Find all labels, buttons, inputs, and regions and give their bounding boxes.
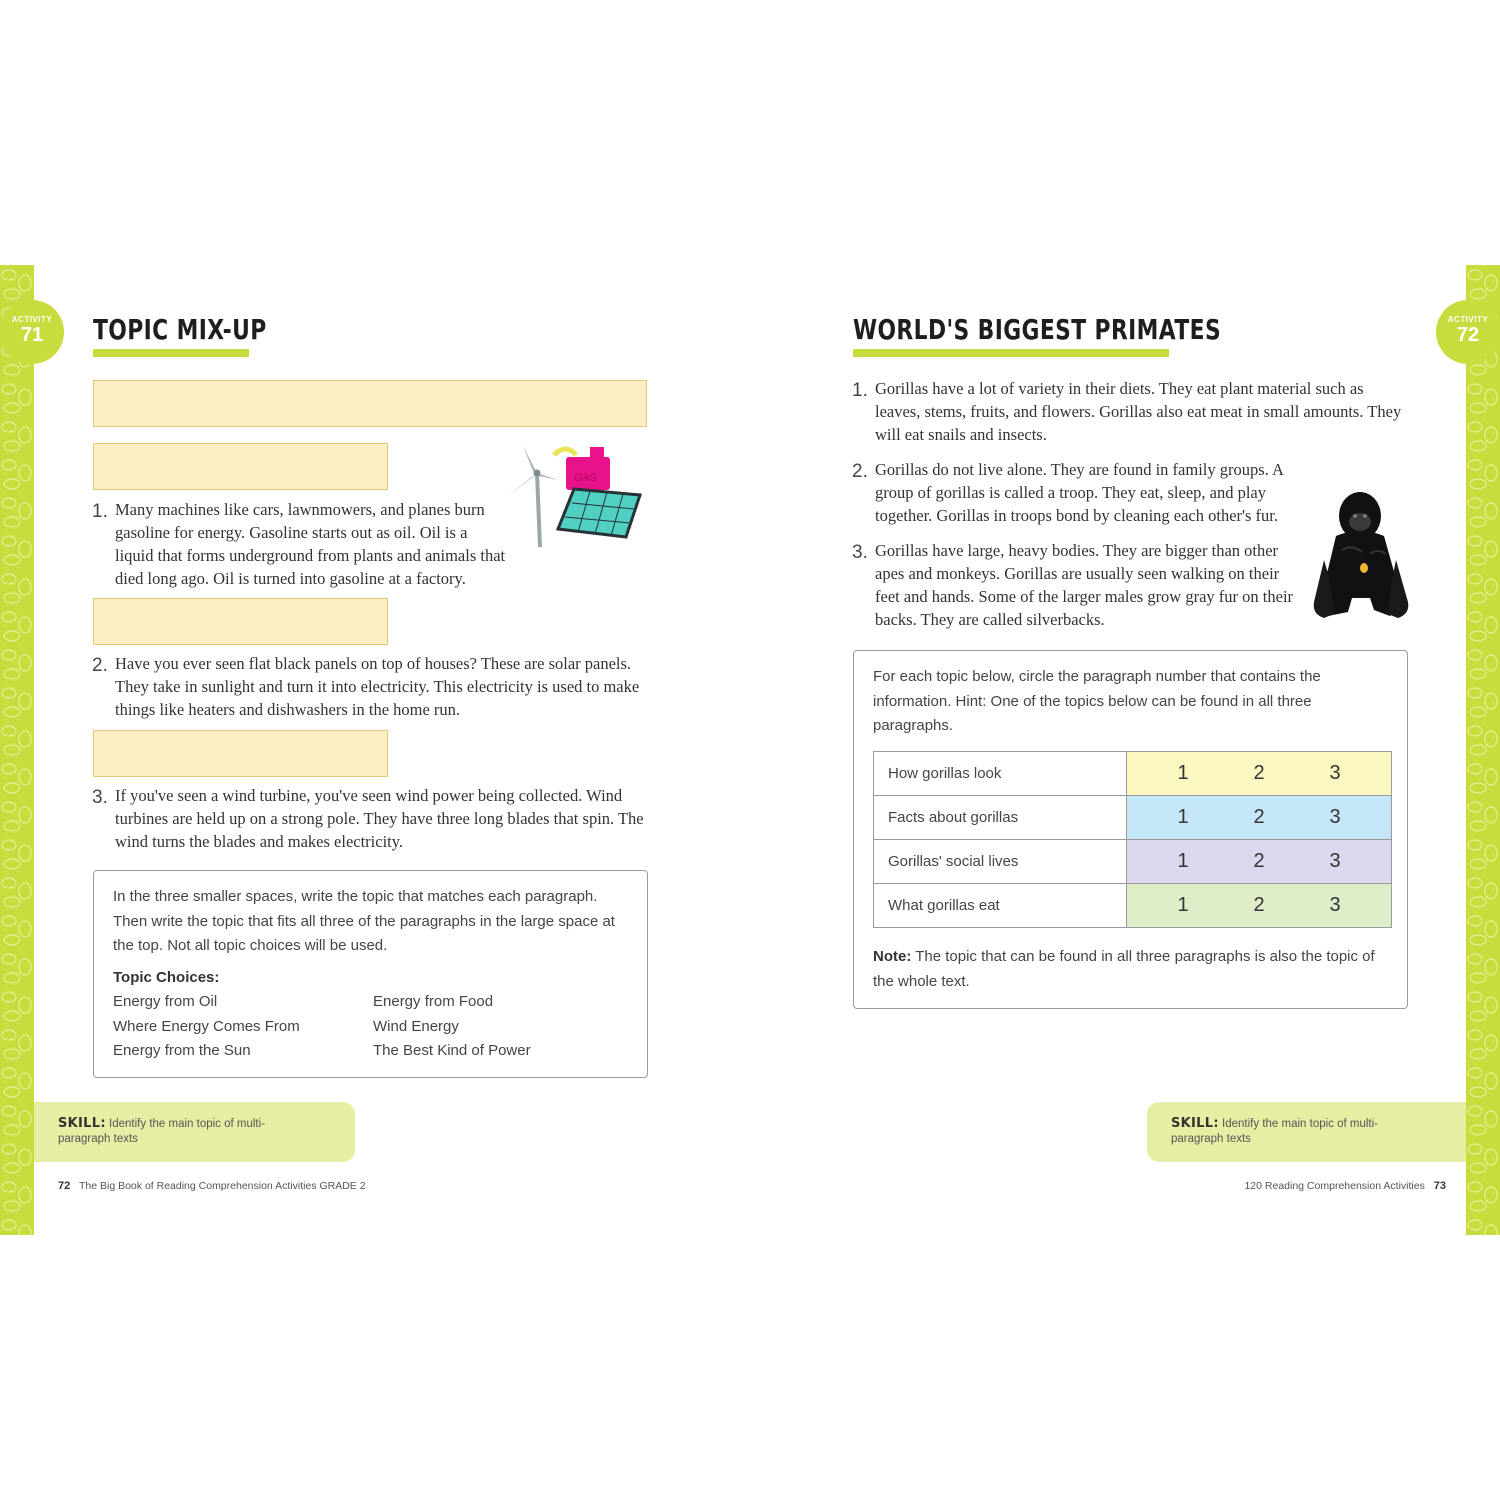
page-number: 72 bbox=[58, 1180, 71, 1192]
activity-label: ACTIVITY bbox=[11, 315, 53, 324]
activity-label: ACTIVITY bbox=[1447, 315, 1489, 324]
paragraph-choice-1[interactable]: 1 bbox=[1177, 850, 1189, 872]
right-margin-stripe bbox=[1466, 265, 1500, 1235]
activity-number: 71 bbox=[20, 324, 44, 346]
paragraph-number: 3. bbox=[852, 542, 868, 563]
paragraph-number: 1. bbox=[852, 380, 868, 401]
instructions-box bbox=[853, 650, 1408, 1009]
activity-badge bbox=[1436, 300, 1500, 364]
paragraph-2 bbox=[852, 458, 1325, 527]
paragraph-choice-1[interactable]: 1 bbox=[1177, 762, 1189, 784]
topic-label: How gorillas look bbox=[874, 752, 1127, 796]
number-choices bbox=[1127, 752, 1392, 796]
activity-badge bbox=[0, 300, 64, 364]
energy-illustration bbox=[500, 443, 645, 553]
gas-can-icon bbox=[554, 447, 610, 490]
number-choices bbox=[1127, 884, 1392, 928]
topic-label: Gorillas' social lives bbox=[874, 840, 1127, 884]
svg-text:GAS: GAS bbox=[574, 472, 598, 484]
paragraph-3 bbox=[852, 539, 1300, 631]
paragraph-1 bbox=[92, 498, 510, 590]
topic-choices-col-1 bbox=[113, 990, 300, 1064]
paragraph-2 bbox=[92, 652, 645, 721]
note-label: Note: bbox=[873, 948, 912, 965]
paragraph-choice-2[interactable]: 2 bbox=[1253, 762, 1265, 784]
topic-label: What gorillas eat bbox=[874, 884, 1127, 928]
page-number: 73 bbox=[1433, 1180, 1446, 1192]
paragraph-choice-3[interactable]: 3 bbox=[1329, 850, 1341, 872]
table-row bbox=[874, 840, 1392, 884]
skill-bar bbox=[1147, 1102, 1466, 1162]
wind-turbine-icon bbox=[505, 446, 558, 547]
paragraph-number: 3. bbox=[92, 787, 108, 808]
table-row bbox=[874, 796, 1392, 840]
table-row bbox=[874, 884, 1392, 928]
paragraph-2-answer-box[interactable] bbox=[93, 598, 388, 645]
paragraph-3-answer-box[interactable] bbox=[93, 730, 388, 777]
instructions-text: In the three smaller spaces, write the topic that matches each paragraph. Then write the topic that fits all three of the paragraphs in the large space at the top. Not all topic choices will be used. bbox=[113, 888, 615, 954]
page-footer bbox=[52, 1180, 366, 1192]
skill-text: Identify the main topic of multi-paragraph texts bbox=[58, 1118, 266, 1145]
note-text: The topic that can be found in all three paragraphs is also the topic of the whole text. bbox=[873, 948, 1375, 990]
number-choices bbox=[1127, 796, 1392, 840]
topic-choice: Energy from Oil bbox=[113, 993, 218, 1010]
paragraph-text: Gorillas have large, heavy bodies. They are bigger than other apes and monkeys. Gorillas are usually seen walking on their feet and hands. Some of the larger males grow gray fur on their backs. They are called silverbacks. bbox=[875, 541, 1294, 629]
paragraph-choice-3[interactable]: 3 bbox=[1329, 894, 1341, 916]
paragraph-choice-3[interactable]: 3 bbox=[1329, 806, 1341, 828]
paragraph-choice-2[interactable]: 2 bbox=[1253, 806, 1265, 828]
paragraph-choice-1[interactable]: 1 bbox=[1177, 894, 1189, 916]
paragraph-text: Gorillas have a lot of variety in their diets. They eat plant material such as leaves, stems, fruits, and flowers. Gorillas also eat meat in small amounts. They will eat snails and insects. bbox=[875, 379, 1402, 444]
skill-bar bbox=[34, 1102, 355, 1162]
title-underline bbox=[853, 349, 1169, 357]
paragraph-number: 2. bbox=[92, 655, 108, 676]
table-row bbox=[874, 752, 1392, 796]
skill-label: SKILL: bbox=[1171, 1116, 1219, 1131]
topic-choices-col-2 bbox=[373, 990, 531, 1064]
note bbox=[873, 945, 1378, 994]
paragraph-1-answer-box[interactable] bbox=[93, 443, 388, 490]
paragraph-choice-2[interactable]: 2 bbox=[1253, 850, 1265, 872]
instructions-box bbox=[93, 870, 648, 1078]
paragraph-number: 1. bbox=[92, 501, 108, 522]
skill-text: Identify the main topic of multi-paragraph texts bbox=[1171, 1118, 1379, 1145]
paragraph-1 bbox=[852, 377, 1405, 446]
paragraph-choice-2[interactable]: 2 bbox=[1253, 894, 1265, 916]
page-title: TOPIC MIX-UP bbox=[93, 313, 267, 346]
gorilla-illustration bbox=[1312, 490, 1410, 625]
paragraph-3 bbox=[92, 784, 645, 853]
stripe-pattern bbox=[1466, 265, 1500, 1235]
title-underline bbox=[93, 349, 249, 357]
topic-choices-heading: Topic Choices: bbox=[113, 969, 220, 986]
book-title: 120 Reading Comprehension Activities bbox=[1244, 1180, 1425, 1192]
topic-choice: Wind Energy bbox=[373, 1017, 459, 1035]
topic-label: Facts about gorillas bbox=[874, 796, 1127, 840]
main-topic-answer-box[interactable] bbox=[93, 380, 647, 427]
paragraph-text: Have you ever seen flat black panels on top of houses? These are solar panels. They take in sunlight and turn it into electricity. This electricity is used to make things like heaters and dishwashers in the home run. bbox=[115, 654, 640, 719]
gorilla-icon bbox=[1314, 492, 1409, 618]
topic-choice: Where Energy Comes From bbox=[113, 1017, 300, 1035]
paragraph-number: 2. bbox=[852, 461, 868, 482]
paragraph-text: Many machines like cars, lawnmowers, and planes burn gasoline for energy. Gasoline starts out as oil. Oil is a liquid that forms underground from plants and animals that died long ago. Oil is turned into gasoline at a factory. bbox=[115, 500, 506, 588]
activity-number: 72 bbox=[1456, 324, 1480, 346]
page-title: WORLD'S BIGGEST PRIMATES bbox=[853, 313, 1222, 346]
paragraph-choice-1[interactable]: 1 bbox=[1177, 806, 1189, 828]
topic-choice: Energy from Food bbox=[373, 993, 494, 1010]
solar-panel-icon bbox=[558, 489, 640, 537]
paragraph-choice-3[interactable]: 3 bbox=[1329, 762, 1341, 784]
number-choices bbox=[1127, 840, 1392, 884]
book-title: The Big Book of Reading Comprehension Activities GRADE 2 bbox=[78, 1180, 366, 1192]
page-footer bbox=[1244, 1180, 1452, 1192]
paragraph-text: Gorillas do not live alone. They are found in family groups. A group of gorillas is called a troop. They eat, sleep, and play together. Gorillas in troops bond by cleaning each other's fur. bbox=[875, 460, 1283, 525]
paragraph-text: If you've seen a wind turbine, you've seen wind power being collected. Wind turbines are held up on a strong pole. They have three long blades that spin. The wind turns the blades and makes electricity. bbox=[115, 786, 644, 851]
book-spread bbox=[0, 265, 1500, 1235]
topic-choice: Energy from the Sun bbox=[113, 1042, 251, 1059]
instructions-text: For each topic below, circle the paragraph number that contains the information. Hint: One of the topics below can be found in all three paragraphs. bbox=[873, 668, 1321, 734]
skill-label: SKILL: bbox=[58, 1116, 106, 1131]
topic-choice: The Best Kind of Power bbox=[373, 1042, 531, 1059]
stripe-pattern bbox=[0, 265, 34, 1235]
left-margin-stripe bbox=[0, 265, 34, 1235]
topics-table bbox=[873, 751, 1392, 928]
